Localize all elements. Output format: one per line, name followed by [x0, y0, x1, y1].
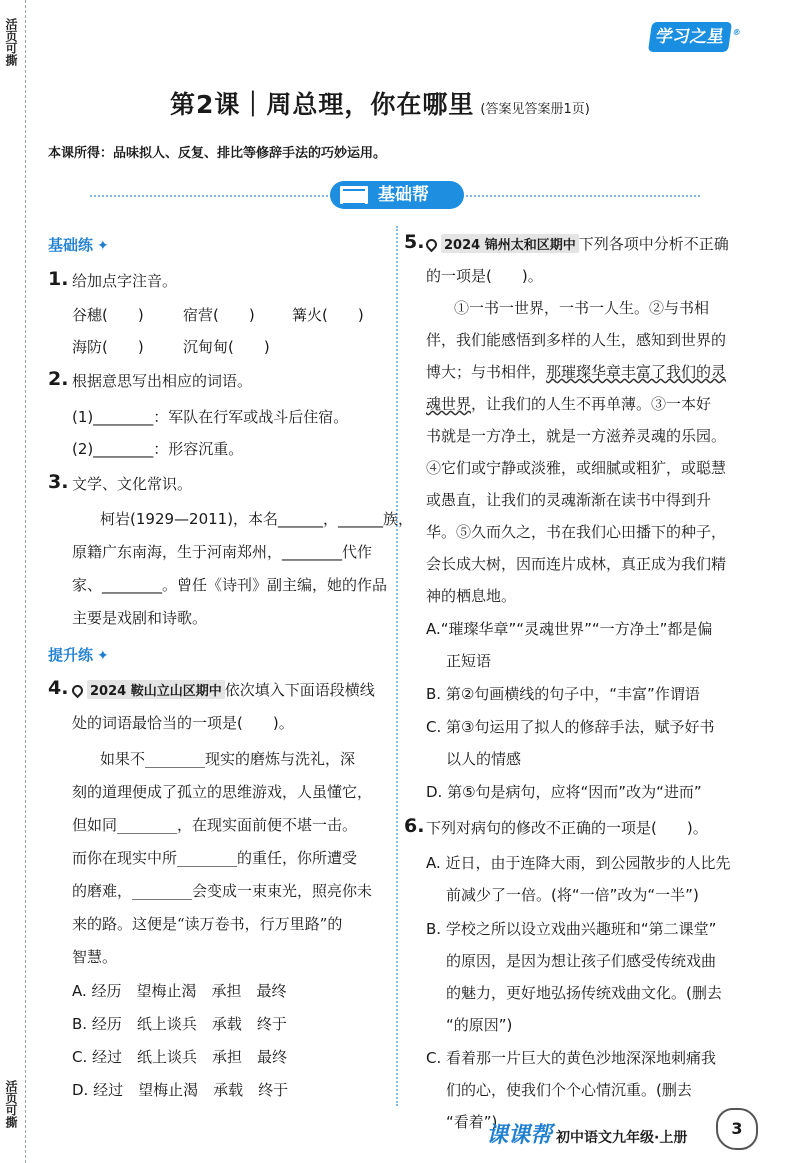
q3-line-3: 家、________。曾任《诗刊》副主编，她的作品 — [72, 576, 388, 594]
brand-text: 学习之星 — [654, 27, 726, 47]
q6-option-b[interactable]: B. 学校之所以设立戏曲兴趣班和“第二课堂” — [426, 920, 717, 938]
q1-item-a[interactable]: 谷穗( ) — [72, 306, 144, 324]
q3-number: 3. — [48, 471, 69, 493]
q6-option-b-cont3: “的原因”) — [446, 1016, 513, 1034]
q5-option-c-cont: 以人的情感 — [446, 750, 522, 768]
q4-passage-7: 智慧。 — [72, 948, 118, 966]
q4-passage-5: 的磨难，________会变成一束束光，照亮你未 — [72, 882, 373, 900]
q4-passage-4: 而你在现实中所________的重任，你所遭受 — [72, 849, 358, 867]
q5-prompt-text: 下列各项中分析不正确 — [578, 235, 729, 253]
q6-option-b-cont1: 的原因，是因为想让孩子们感受传统戏曲 — [446, 952, 717, 970]
section-banner — [330, 181, 464, 209]
registered-mark: ® — [732, 28, 742, 37]
q2-number: 2. — [48, 368, 69, 390]
q4-passage-6: 来的路。这便是“读万卷书，行万里路”的 — [72, 915, 343, 933]
q4-option-c[interactable]: C. 经过 纸上谈兵 承担 最终 — [72, 1048, 288, 1066]
q5-option-b[interactable]: B. 第②句画横线的句子中，“丰富”作谓语 — [426, 685, 700, 703]
q4-passage-3: 但如同________，在现实面前便不堪一击。 — [72, 816, 358, 834]
q5-number: 5. — [404, 231, 425, 253]
q5-prompt-line2: 的一项是( )。 — [426, 267, 543, 285]
q5-source-tag: 2024 锦州太和区期中 — [441, 234, 579, 253]
lesson-title: 第2课｜周总理，你在哪里 — [170, 90, 475, 119]
q3-line-1: 柯岩(1929—2011)，本名______，______族， — [100, 510, 414, 528]
q3-line-4: 主要是戏剧和诗歌。 — [72, 609, 208, 627]
q5-passage-2: 伴，我们能感悟到多样的人生，感知到世界的 — [426, 331, 727, 349]
q5-passage-3 — [426, 361, 726, 382]
column-divider — [396, 226, 398, 1106]
q3-prompt: 文学、文化常识。 — [72, 475, 193, 493]
q5-passage-6: ④它们或宁静或淡雅，或细腻或粗犷，或聪慧 — [426, 459, 727, 477]
q5-passage-5: 书就是一方净土，就是一方滋养灵魂的乐园。 — [426, 427, 727, 445]
footer-book-title: 初中语文九年级·上册 — [556, 1130, 688, 1146]
q5-underlined-end: 魂世界 — [426, 395, 472, 413]
q6-number: 6. — [404, 815, 425, 837]
q6-option-a-cont: 前减少了一倍。(将“一倍”改为“一半”) — [446, 886, 699, 904]
q2-item-2[interactable]: (2)________：形容沉重。 — [72, 440, 244, 458]
location-pin-icon — [70, 683, 86, 699]
q5-passage-1: ①一书一世界，一书一人生。②与书相 — [454, 299, 710, 317]
q4-prompt-text: 依次填入下面语段横线 — [224, 681, 375, 699]
q2-prompt: 根据意思写出相应的词语。 — [72, 372, 253, 390]
footer-logo: 课课帮 — [486, 1123, 553, 1148]
footer — [486, 1118, 687, 1149]
location-pin-icon — [424, 237, 440, 253]
section-basic — [48, 234, 109, 255]
q6-option-c[interactable]: C. 看着那一片巨大的黄色沙地深深地刺痛我 — [426, 1049, 717, 1067]
q6-option-c-cont2: “看着”) — [446, 1113, 498, 1131]
q5-passage-8: 华。⑤久而久之，书在我们心田播下的种子， — [426, 523, 727, 541]
books-icon — [338, 184, 370, 206]
section-basic-label: 基础练 — [48, 236, 94, 254]
banner-label: 基础帮 — [378, 185, 429, 205]
q1-item-b[interactable]: 宿营( ) — [183, 306, 255, 324]
q6-prompt: 下列对病句的修改不正确的一项是( )。 — [426, 819, 708, 837]
q5-prompt — [426, 233, 729, 254]
q5-option-a-cont: 正短语 — [446, 652, 492, 670]
sparkle-icon: ✦ — [97, 238, 109, 254]
sparkle-icon: ✦ — [97, 648, 109, 664]
q4-source-tag: 2024 鞍山立山区期中 — [87, 680, 225, 699]
q5-passage-10: 神的栖息地。 — [426, 587, 517, 605]
q2-item-1[interactable]: (1)________：军队在行军或战斗后住宿。 — [72, 408, 349, 426]
q4-passage-1: 如果不________现实的磨炼与洗礼，深 — [100, 750, 356, 768]
q4-prompt — [72, 679, 375, 700]
brand-logo — [648, 22, 742, 52]
tear-label-top: 活页可撕 — [4, 18, 18, 66]
q1-item-c[interactable]: 篝火( ) — [292, 306, 364, 324]
q4-passage-2: 刻的道理便成了孤立的思维游戏，人虽懂它， — [72, 783, 373, 801]
q5-passage-3a: 博大；与书相伴， — [426, 363, 547, 381]
q5-underlined-sentence: 那璀璨华章丰富了我们的灵 — [546, 363, 727, 381]
q5-passage-4 — [426, 393, 711, 414]
lesson-goal: 本课所得：品味拟人、反复、排比等修辞手法的巧妙运用。 — [48, 146, 387, 161]
q5-option-d[interactable]: D. 第⑤句是病句，应将“因而”改为“进而” — [426, 783, 702, 801]
q5-passage-7: 或愚直，让我们的灵魂渐渐在读书中得到升 — [426, 491, 712, 509]
q3-line-2: 原籍广东南海，生于河南郑州，________代作 — [72, 543, 373, 561]
section-advanced-label: 提升练 — [48, 646, 94, 664]
section-advanced — [48, 644, 109, 665]
q5-option-a[interactable]: A.“璀璨华章”“灵魂世界”“一方净土”都是偏 — [426, 620, 713, 638]
tear-label-bottom: 活页可撕 — [4, 1080, 18, 1128]
q6-option-b-cont2: 的魅力，更好地弘扬传统戏曲文化。(删去 — [446, 984, 722, 1002]
q4-option-d[interactable]: D. 经过 望梅止渴 承载 终于 — [72, 1081, 289, 1099]
q6-option-a[interactable]: A. 近日，由于连降大雨，到公园散步的人比先 — [426, 854, 731, 872]
q1-item-d[interactable]: 海防( ) — [72, 338, 144, 356]
q1-prompt: 给加点字注音。 — [72, 272, 178, 290]
q4-option-b[interactable]: B. 经历 纸上谈兵 承载 终于 — [72, 1015, 287, 1033]
page-title — [170, 85, 590, 121]
q4-prompt-line2: 处的词语最恰当的一项是( )。 — [72, 714, 294, 732]
q4-option-a[interactable]: A. 经历 望梅止渴 承担 最终 — [72, 982, 287, 1000]
q5-passage-4b: ，让我们的人生不再单薄。③一本好 — [471, 395, 712, 413]
q4-number: 4. — [48, 677, 69, 699]
q5-passage-9: 会长成大树，因而连片成林，真正成为我们精 — [426, 555, 727, 573]
answer-note: (答案见答案册1页) — [480, 102, 590, 117]
q5-option-c[interactable]: C. 第③句运用了拟人的修辞手法，赋予好书 — [426, 718, 715, 736]
q1-item-e[interactable]: 沉甸甸( ) — [183, 338, 270, 356]
q1-number: 1. — [48, 268, 69, 290]
page-number: 3 — [716, 1108, 758, 1150]
tear-strip — [0, 0, 26, 1163]
q6-option-c-cont1: 们的心，使我们个个心情沉重。(删去 — [446, 1081, 692, 1099]
